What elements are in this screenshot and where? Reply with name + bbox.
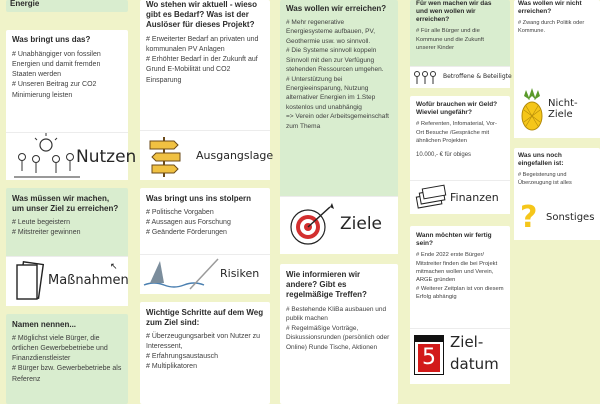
card-nutzen[interactable]: [6, 30, 137, 180]
money-stack-icon: [414, 183, 448, 213]
card-item: # Unterstützung bei Energieeinsparung, Nutzung alternativer Energien im 1.Step kostenlos und unabhängig: [286, 75, 376, 111]
target-icon: [286, 201, 336, 251]
card-title: Wichtige Schritte auf dem Weg zum Ziel sind:: [146, 308, 264, 327]
card-image: [514, 200, 600, 240]
pineapple-icon: [516, 86, 548, 132]
card-item: 10.000,- € für obiges: [416, 152, 472, 159]
card-item: # Bürger bzw. Gewerbebetriebe als Referenz: [12, 365, 122, 383]
card-item: # Die Systeme sinnvoll koppeln Sinnvoll mit den zur Verfügung stehenden Ressourcen umgehen.: [286, 47, 384, 74]
card-schritte[interactable]: [140, 302, 270, 404]
card-image: [6, 256, 128, 306]
shark-fin-icon: [142, 255, 222, 293]
card-item: # Erweiterter Bedarf an privaten und kommunalen PV Anlagen: [146, 36, 259, 54]
card-item: # Aussagen aus Forschung: [146, 219, 231, 227]
image-label: Finanzen: [450, 191, 499, 204]
card-title: Wo stehen wir aktuell - wieso gibt es Bedarf? Was ist der Auslöser für dieses Projekt?: [146, 0, 257, 29]
card-massnahmen[interactable]: [6, 188, 128, 306]
card-image: [140, 130, 274, 180]
card-sonstiges[interactable]: [514, 148, 600, 240]
question-mark-icon: ?: [520, 200, 538, 235]
calendar-number: 5: [418, 344, 440, 372]
card-item: # Ende 2022 erste Bürger/ Mitstreiter finden die bei Projekt mitmachen wollen und Verein, ARGE gründen: [416, 252, 498, 284]
image-label: Nutzen: [76, 147, 137, 167]
card-item: # Weiterer Zeitplan ist von diesem Erfolg abhängig: [416, 285, 504, 301]
card-beteiligte[interactable]: [410, 0, 510, 88]
card-item: # Mitstreiter gewinnen: [12, 229, 81, 237]
stacked-papers-icon: [12, 261, 46, 303]
card-item: # Multiplikatoren: [146, 363, 197, 371]
card-item: # Referenten, Infomaterial, Vor-Ort Besuche /Gespräche mit ähnlichen Projekten: [416, 121, 497, 145]
card-item: # Überzeugungsarbeit von Nutzer zu Interessent,: [146, 333, 261, 351]
card-item: # Politische Vorgaben: [146, 209, 214, 216]
card-nicht-ziele[interactable]: [514, 0, 600, 138]
card-image: [410, 180, 510, 214]
image-label: Nicht-Ziele: [548, 98, 578, 120]
card-title: Was uns noch eingefallen ist:: [518, 152, 564, 168]
card-item: # Möglichst viele Bürger, die örtlichen Gewerbebetriebe und Finanzdienstleister: [12, 335, 108, 363]
card-title: Was müssen wir machen, um unser Ziel zu erreichen?: [12, 194, 119, 213]
card-title: Was bringt uns das?: [12, 35, 91, 44]
image-label: datum: [450, 355, 499, 373]
image-label: Ausgangslage: [196, 149, 274, 162]
image-label: Betroffene & Beteiligte: [443, 73, 512, 80]
card-ausgangslage[interactable]: [140, 0, 274, 180]
card-item: # Leute begeistern: [12, 219, 70, 226]
card-title: Was wollen wir nicht erreichen?: [518, 0, 582, 16]
mouse-cursor-icon: ↖: [110, 261, 118, 271]
card-image: [410, 328, 510, 384]
card-item: # Mehr regenerative Energiesysteme aufbauen, PV, Geothermie usw. wo sinnvoll.: [286, 19, 376, 45]
card-informieren[interactable]: [280, 264, 398, 404]
card-item: # Geänderte Förderungen: [146, 229, 227, 237]
card-item: # Erhöhter Bedarf in der Zukunft auf Grund E-Mobilität und CO2 Einsparung: [146, 56, 258, 84]
card-item: # Erfahrungsaustausch: [146, 353, 218, 361]
calendar-icon: [414, 335, 444, 375]
signpost-icon: [144, 133, 188, 179]
people-group-icon: [412, 68, 442, 88]
card-image: [514, 78, 600, 138]
image-label: Ziele: [340, 214, 383, 234]
card-title: Namen nennen...: [12, 320, 77, 329]
card-title: Für wen machen wir das und wen wollen wir erreichen?: [416, 0, 492, 24]
card-title: Wie informieren wir andere? Gibt es regelmäßige Treffen?: [286, 270, 367, 299]
card-item: # Begeisterung und Überzeugung ist alles: [518, 172, 572, 187]
card-zieldatum[interactable]: [410, 226, 510, 384]
card-item: # Regelmäßige Vorträge, Diskussionsrunden (persönlich oder Online) Runde Tische, Aktionen: [286, 324, 390, 351]
card-image: [410, 66, 510, 88]
card-item: => Verein oder Arbeitsgemeinschaft zum Thema: [286, 113, 389, 130]
card-item: # Zwang durch Politik oder Kommune.: [518, 20, 585, 35]
card-item: # Unseren Beitrag zur CO2 Minimierung leisten: [12, 81, 97, 99]
lightbulb-people-icon: [12, 135, 82, 181]
card-energie[interactable]: [6, 0, 128, 12]
card-title: Was bringt uns ins stolpern: [146, 194, 252, 203]
card-title: Energie: [10, 0, 40, 8]
image-label: Sonstiges: [546, 212, 595, 223]
image-label: Ziel-: [450, 333, 484, 351]
card-finanzen[interactable]: [410, 96, 510, 214]
card-image: [140, 254, 270, 294]
card-item: # Bestehende KliBa ausbauen und publik machen: [286, 306, 387, 323]
card-item: # Für alle Bürger und die Kommune und die Zukunft unserer Kinder: [416, 28, 484, 52]
card-ziele[interactable]: [280, 0, 398, 254]
card-title: Wann möchten wir fertig sein?: [416, 232, 492, 248]
card-item: # Unabhängiger von fossilen Energien und damit fremden Staaten werden: [12, 51, 101, 79]
card-namen[interactable]: [6, 314, 128, 404]
card-image: [6, 132, 137, 180]
image-label: Risiken: [220, 267, 260, 280]
card-risiken[interactable]: [140, 188, 270, 294]
image-label: Maßnahmen: [48, 273, 129, 288]
card-title: Was wollen wir erreichen?: [286, 4, 387, 13]
card-title: Wofür brauchen wir Geld? Wieviel ungefähr?: [416, 101, 498, 117]
card-image: [280, 196, 398, 254]
